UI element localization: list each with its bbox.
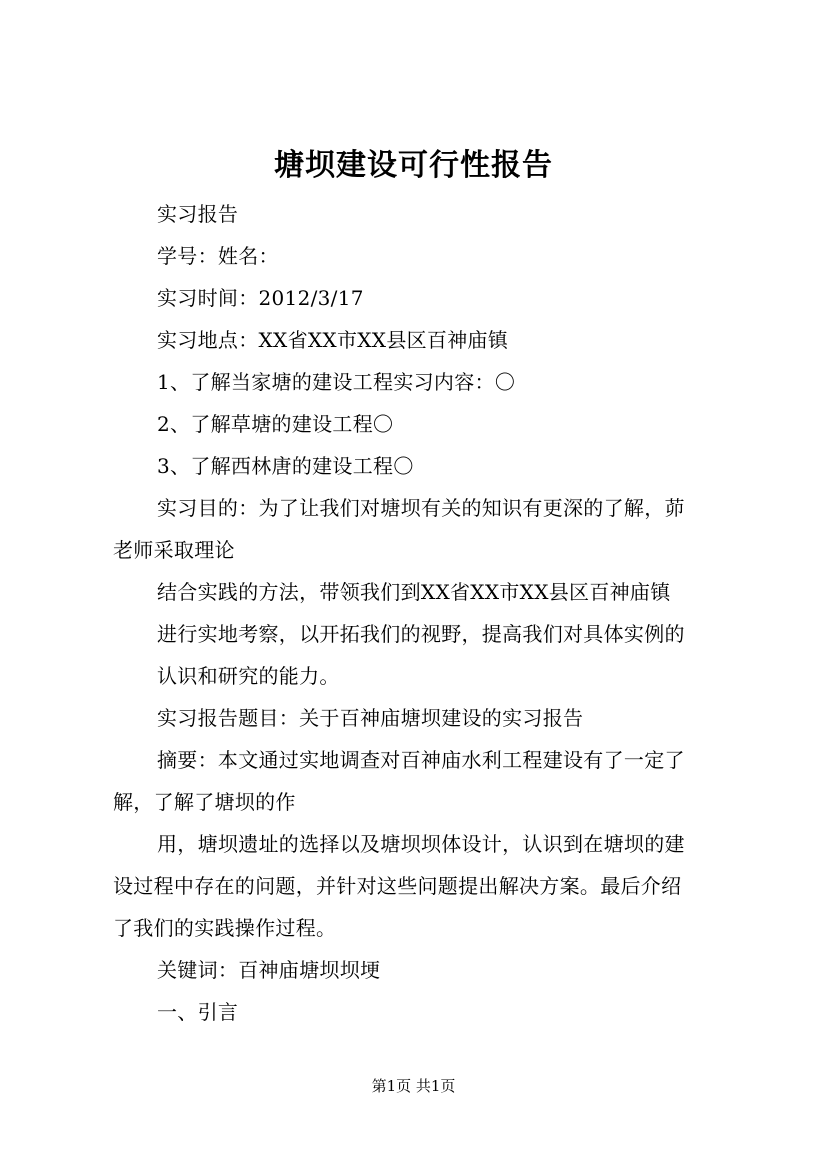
line-method-end: 认识和研究的能力。 [157,664,340,688]
line-section-intro: 一、引言 [157,1000,239,1024]
line-abstract-cont-1: 解，了解了塘坝的作 [113,790,296,814]
line-report-heading: 实习报告 [157,202,239,226]
line-abstract-cont-4: 了我们的实践操作过程。 [113,916,337,940]
line-keywords: 关键词：百神庙塘坝坝埂 [157,958,381,982]
line-abstract-cont-2: 用，塘坝遗址的选择以及塘坝坝体设计，认识到在塘坝的建 [157,832,685,856]
line-content-item-1: 1、了解当家塘的建设工程实习内容：〇 [157,370,516,394]
line-method: 结合实践的方法，带领我们到XX省XX市XX县区百神庙镇 [157,580,671,604]
line-abstract-cont-3: 设过程中存在的问题，并针对这些问题提出解决方案。最后介绍 [113,874,682,898]
line-purpose-cont: 老师采取理论 [113,538,235,562]
line-report-topic: 实习报告题目：关于百神庙塘坝建设的实习报告 [157,706,584,730]
line-internship-location: 实习地点：XX省XX市XX县区百神庙镇 [157,328,509,352]
line-student-id-name: 学号：姓名： [157,244,279,268]
line-content-item-3: 3、了解西林唐的建设工程〇 [157,454,414,478]
line-content-item-2: 2、了解草塘的建设工程〇 [157,412,394,436]
page-footer: 第1页 共1页 [371,1077,456,1095]
line-method-cont: 进行实地考察，以开拓我们的视野，提高我们对具体实例的 [157,622,685,646]
document-title: 塘坝建设可行性报告 [274,148,553,183]
line-abstract: 摘要：本文通过实地调查对百神庙水利工程建设有了一定了 [157,748,685,772]
line-purpose: 实习目的：为了让我们对塘坝有关的知识有更深的了解，茆 [157,496,685,520]
line-internship-time: 实习时间：2012/3/17 [157,286,364,310]
